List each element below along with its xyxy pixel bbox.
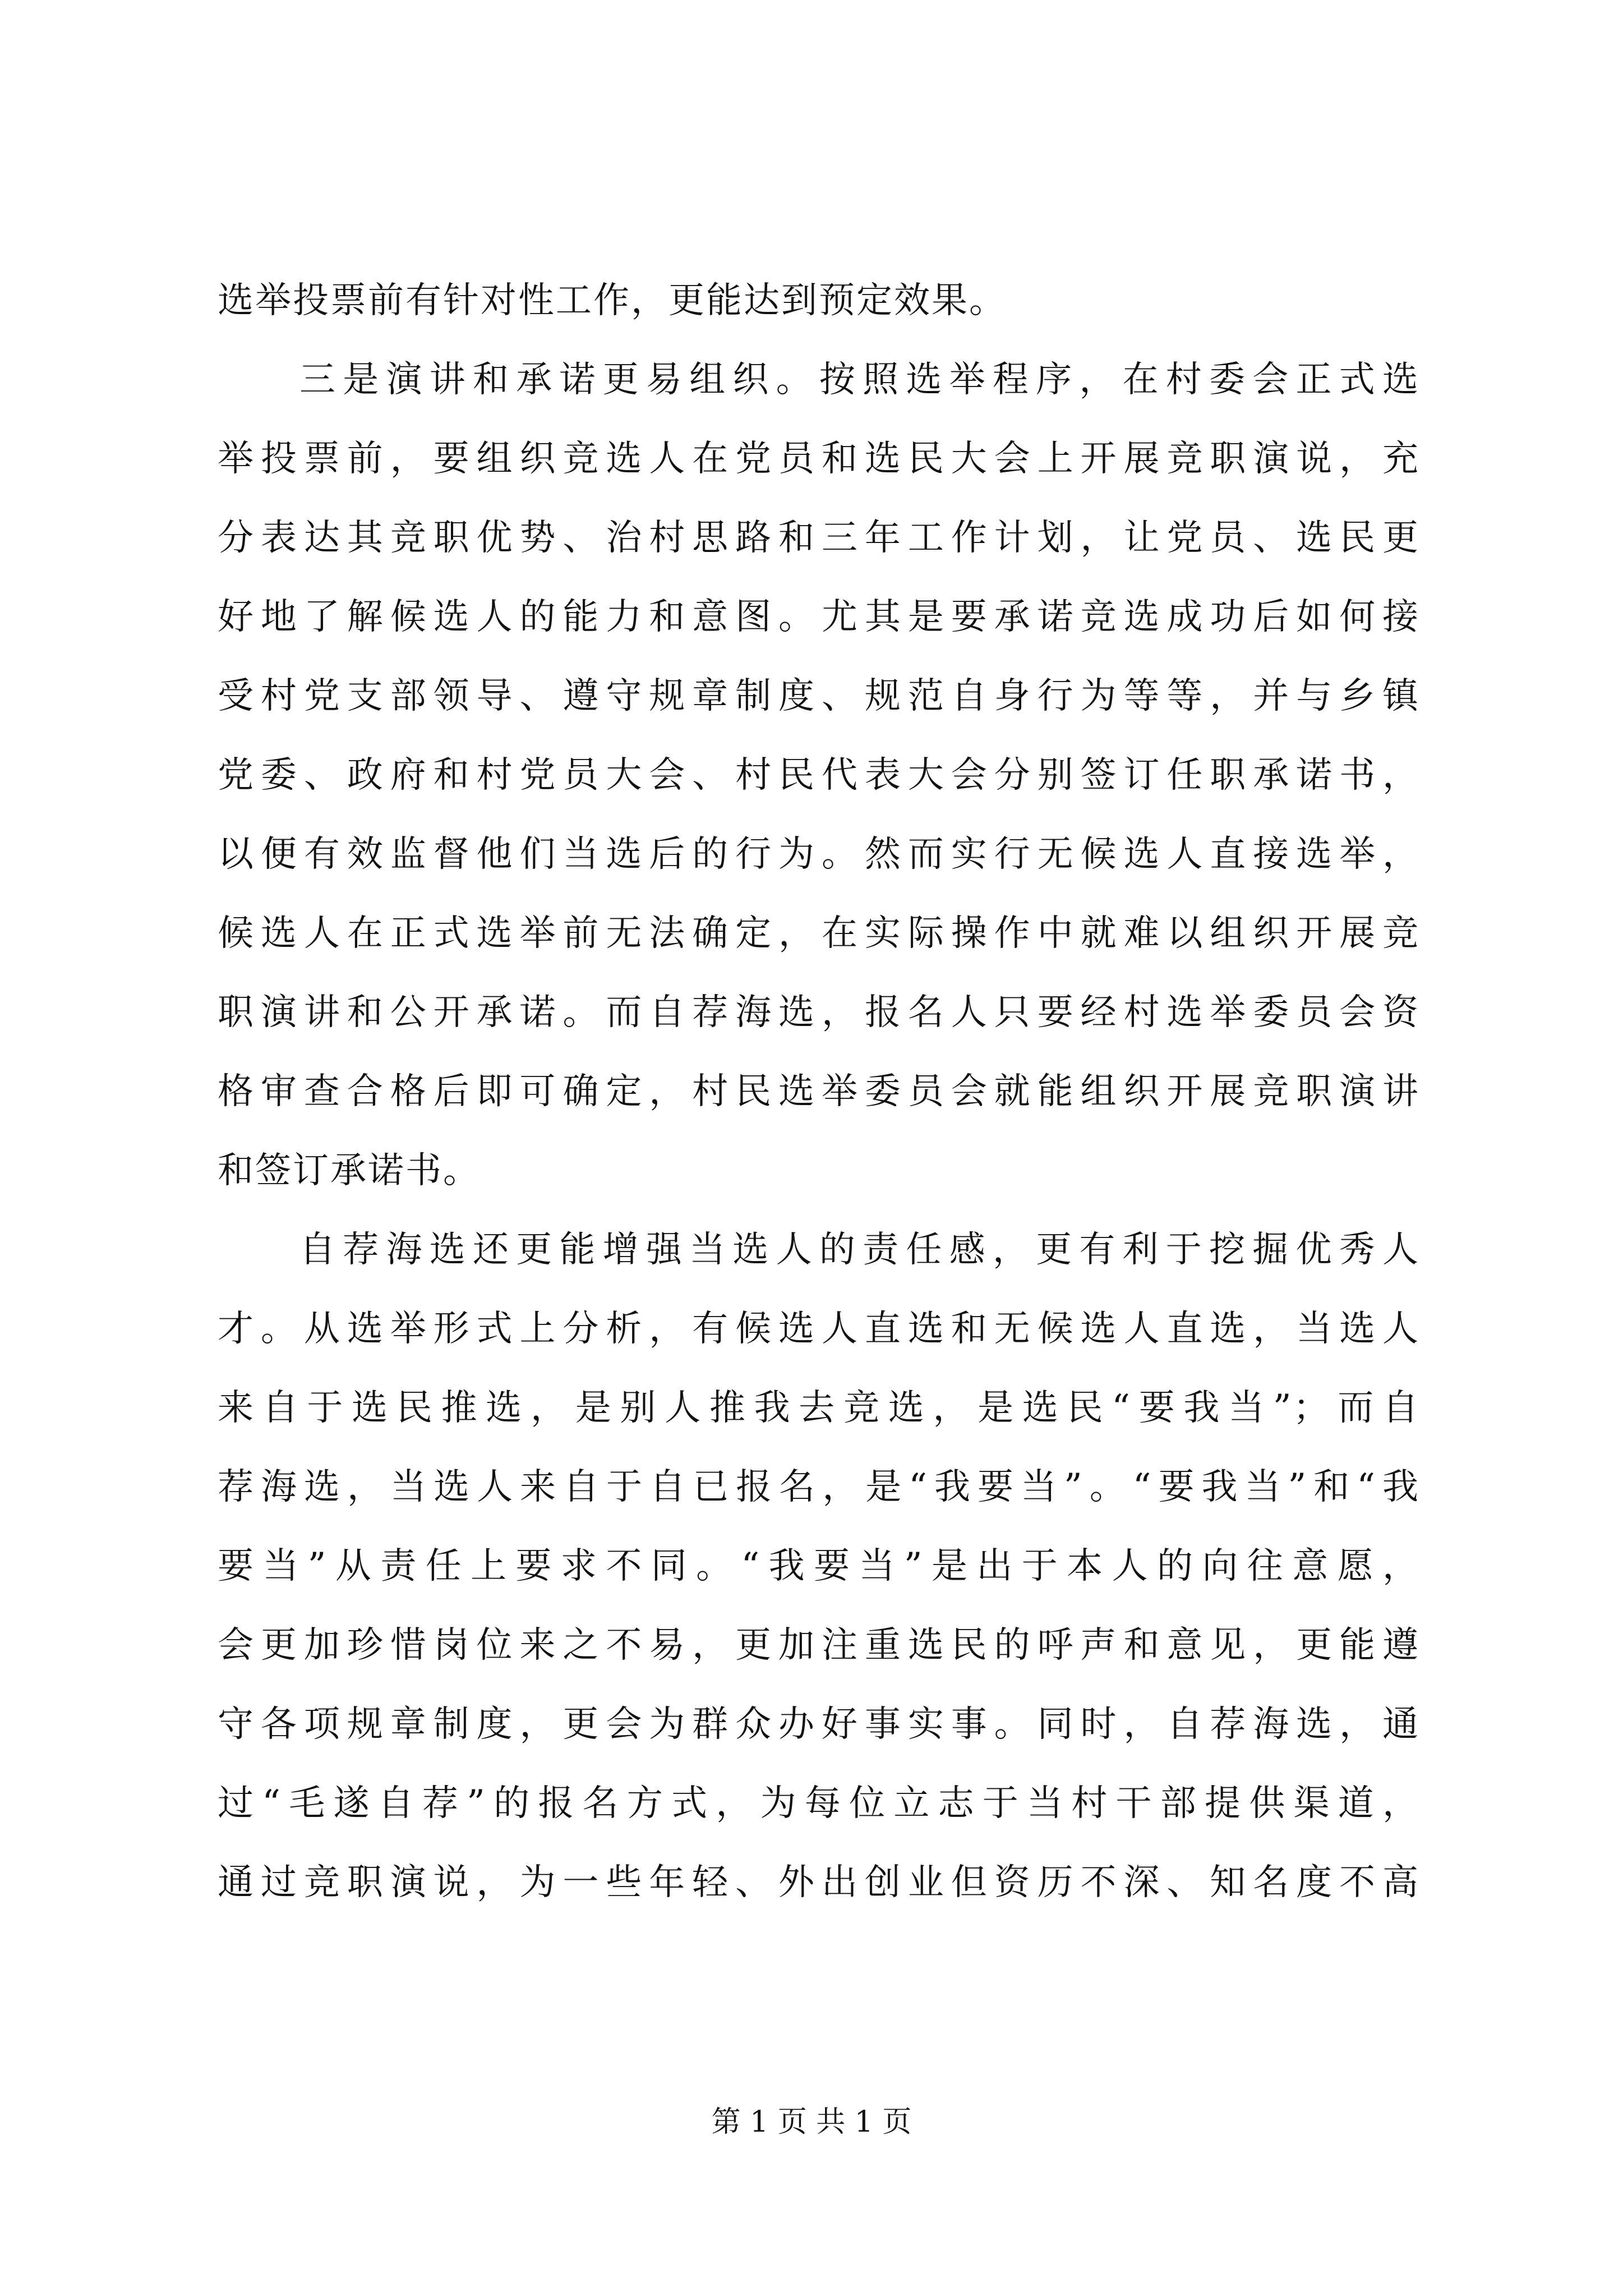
text-line-3: 举投票前，要组织竞选人在党员和选民大会上开展竞职演说，充 <box>218 438 1420 480</box>
text-line-16: 荐海选，当选人来自于自已报名，是“我要当”。“要我当”和“我 <box>218 1466 1420 1508</box>
text-line-21: 通过竞职演说，为一些年轻、外出创业但资历不深、知名度不高 <box>218 1862 1420 1903</box>
text-line-14: 才。从选举形式上分析，有候选人直选和无候选人直选，当选人 <box>218 1308 1420 1350</box>
document-body <box>218 261 1420 1922</box>
text-line-12: 和签订承诺书。 <box>218 1150 481 1191</box>
text-line-5: 好地了解候选人的能力和意图。尤其是要承诺竞选成功后如何接 <box>218 596 1420 638</box>
paragraph-start-line: 自荐海选还更能增强当选人的责任感，更有利于挖掘优秀人 <box>299 1229 1420 1271</box>
text-line-17: 要当”从责任上要求不同。“我要当”是出于本人的向往意愿， <box>218 1545 1420 1587</box>
text-line-19: 守各项规章制度，更会为群众办好事实事。同时，自荐海选，通 <box>218 1704 1420 1745</box>
text-line-9: 候选人在正式选举前无法确定，在实际操作中就难以组织开展竞 <box>218 913 1420 954</box>
text-line-15: 来自于选民推选，是别人推我去竞选，是选民“要我当”；而自 <box>218 1387 1420 1429</box>
text-line-18: 会更加珍惜岗位来之不易，更加注重选民的呼声和意见，更能遵 <box>218 1625 1420 1666</box>
text-line-6: 受村党支部领导、遵守规章制度、规范自身行为等等，并与乡镇 <box>218 675 1420 717</box>
text-line-11: 格审查合格后即可确定，村民选举委员会就能组织开展竞职演讲 <box>218 1071 1420 1112</box>
text-line-8: 以便有效监督他们当选后的行为。然而实行无候选人直接选举， <box>218 834 1420 875</box>
text-line-1: 选举投票前有针对性工作，更能达到预定效果。 <box>218 280 1007 321</box>
text-line-20: 过“毛遂自荐”的报名方式，为每位立志于当村干部提供渠道， <box>218 1783 1420 1824</box>
text-line-7: 党委、政府和村党员大会、村民代表大会分别签订任职承诺书， <box>218 754 1420 796</box>
paragraph-start-line: 三是演讲和承诺更易组织。按照选举程序，在村委会正式选 <box>299 359 1420 401</box>
text-line-4: 分表达其竞职优势、治村思路和三年工作计划，让党员、选民更 <box>218 517 1420 559</box>
page-number-footer: 第 1 页 共 1 页 <box>711 2105 912 2139</box>
text-line-10: 职演讲和公开承诺。而自荐海选，报名人只要经村选举委员会资 <box>218 992 1420 1033</box>
